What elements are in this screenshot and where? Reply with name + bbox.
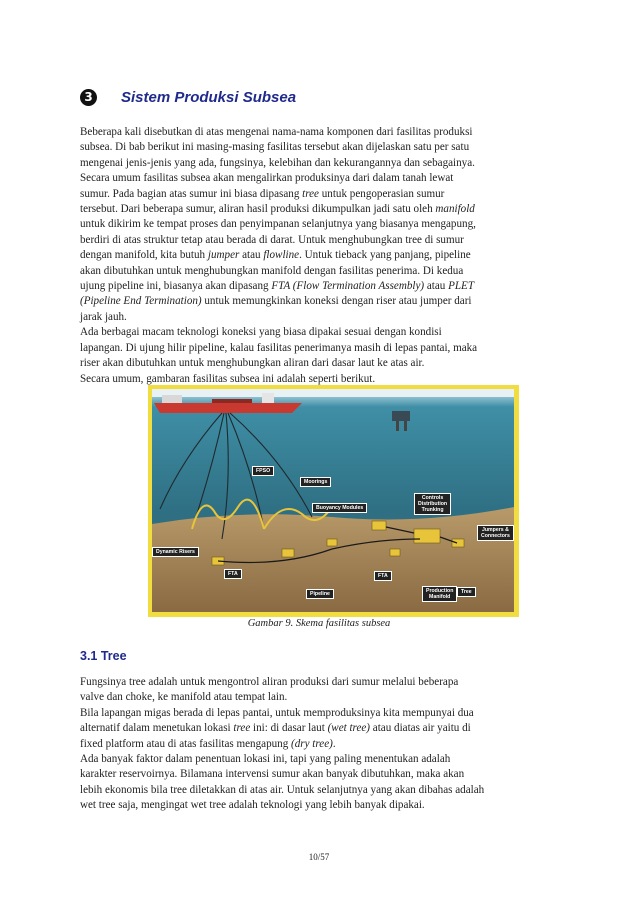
italic-term: tree	[233, 722, 251, 735]
page-number: 10/57	[308, 852, 330, 862]
italic-term: FTA (Flow Termination Assembly)	[271, 280, 425, 293]
label-fta-right: FTA	[374, 571, 392, 581]
italic-term: PLET	[448, 280, 475, 293]
text-line: akan dibutuhkan untuk menghubungkan manifold dengan fasilitas penerima. Di kedua	[80, 264, 464, 277]
subsea-schematic-figure	[148, 385, 519, 617]
text-line: Fungsinya tree adalah untuk mengontrol aliran produksi dari sumur melalui beberapa	[80, 676, 459, 688]
text-line: subsea. Di bab berikut ini masing-masing fasilitas tersebut akan dijelaskan satu per satu	[80, 141, 470, 154]
text-line: Secara umum, gambaran fasilitas subsea ini adalah seperti berikut.	[80, 372, 376, 385]
text-line: valve dan choke, ke manifold atau tempat lain.	[80, 691, 288, 704]
figure-caption: Gambar 9. Skema fasilitas subsea	[247, 618, 391, 629]
italic-term: jumper	[207, 249, 240, 262]
text-line: (Pipeline End Termination) untuk memungkinkan koneksi dengan riser atau jumper dari	[80, 295, 472, 308]
text-line: Ada berbagai macam teknologi koneksi yang biasa dipakai sesuai dengan kondisi	[80, 326, 442, 339]
text-line: Bila lapangan migas berada di lepas pantai, untuk memproduksinya kita mempunyai dua	[80, 706, 474, 719]
text-line: ujung pipeline ini, biasanya akan dipasang FTA (Flow Termination Assembly) atau PLET	[80, 280, 475, 293]
italic-term: manifold	[435, 203, 475, 216]
text-line: karakter reservoirnya. Bilamana intervensi sumur akan banyak dibutuhkan, maka akan	[80, 768, 465, 781]
text-line: riser akan dibutuhkan untuk menghubungkan aliran dari dasar laut ke atas air.	[80, 357, 425, 370]
text-line: sumur. Pada bagian atas sumur ini biasa dipasang tree untuk pengoperasian sumur	[80, 187, 445, 200]
text-line: mengenai jenis-jenis yang ada, fungsinya, kelebihan dan kekurangannya dan sebagainya.	[80, 156, 475, 169]
tree-paragraph	[80, 675, 560, 814]
chapter-heading	[80, 86, 296, 108]
text-line: tersebut. Dari beberapa sumur, aliran hasil produksi dikumpulkan jadi satu oleh manifold	[80, 203, 475, 216]
italic-term: tree	[302, 187, 319, 200]
label-buoyancy-modules: Buoyancy Modules	[312, 503, 367, 513]
text-line: fixed platform atau di atas fasilitas mengapung (dry tree).	[80, 737, 336, 750]
section-title: 3.1 Tree	[80, 649, 127, 663]
text-line: lebih ekonomis bila tree diletakkan di atas air. Untuk selanjutnya yang akan dibahas adalah	[80, 783, 485, 796]
text-line: alternatif dalam menetukan lokasi tree ini: di dasar laut (wet tree) atau diatas air yaitu di	[80, 722, 471, 735]
italic-term: (Pipeline End Termination)	[80, 295, 202, 308]
label-fta-left: FTA	[224, 569, 242, 579]
label-controls: Controls Distribution Trunking	[414, 493, 451, 515]
label-dynamic-risers: Dynamic Risers	[152, 547, 199, 557]
text-line: Ada banyak faktor dalam penentuan lokasi ini, tapi yang paling menentukan adalah	[80, 753, 451, 766]
text-line: dengan manifold, kita butuh jumper atau flowline. Untuk tieback yang panjang, pipeline	[80, 249, 471, 262]
label-jumpers: Jumpers & Connectors	[477, 525, 514, 541]
text-line: lapangan. Di ujung hilir pipeline, kalau fasilitas penerimanya masih di lepas pantai, maka	[80, 341, 478, 354]
text-line: Secara umum fasilitas subsea akan mengalirkan produksinya dari dalam tanah lewat	[80, 172, 454, 185]
text-line: untuk dikirim ke tempat proses dan penyimpanan selanjutnya yang biasanya mengapung,	[80, 218, 476, 231]
chapter-title: Sistem Produksi Subsea	[121, 88, 297, 106]
italic-term: (wet tree)	[327, 722, 370, 735]
italic-term: flowline	[263, 249, 300, 262]
label-fpso: FPSO	[252, 466, 274, 476]
text-line: wet tree saja, mengingat wet tree adalah teknologi yang lebih banyak dipakai.	[80, 799, 425, 812]
chapter-number-badge: 3	[80, 89, 97, 106]
label-tree: Tree	[457, 587, 476, 597]
label-production-manifold: Production Manifold	[422, 586, 457, 602]
text-line: berdiri di atas struktur tetap atau berada di darat. Untuk menghubungkan tree di sumur	[80, 233, 464, 246]
intro-paragraph	[80, 125, 560, 387]
italic-term: (dry tree)	[291, 737, 333, 750]
subsea-illustration	[152, 389, 514, 612]
text-line: Beberapa kali disebutkan di atas mengenai nama-nama komponen dari fasilitas produksi	[80, 126, 473, 138]
figure-illustration	[152, 389, 514, 612]
label-pipeline: Pipeline	[306, 589, 334, 599]
text-line: jarak jauh.	[80, 310, 127, 323]
label-moorings: Moorings	[300, 477, 331, 487]
